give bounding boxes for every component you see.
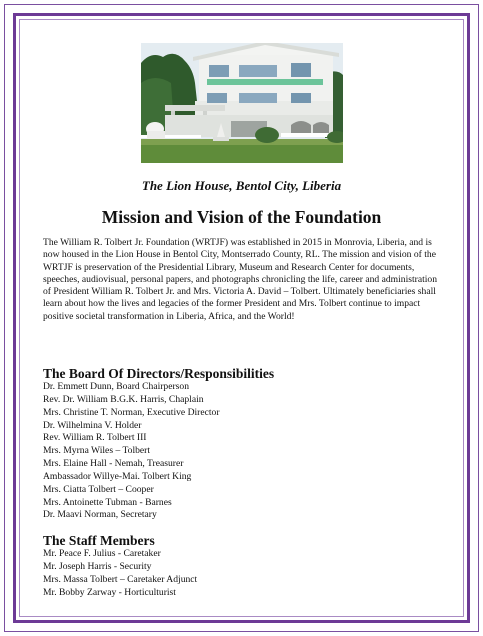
board-member: Dr. Emmett Dunn, Board Chairperson [43,381,190,392]
staff-title: The Staff Members [43,533,155,548]
board-member: Mrs. Christine T. Norman, Executive Director [43,406,220,418]
board-member: Mrs. Elaine Hall - Nemah, Treasurer [43,458,184,470]
board-member: Dr. Maavi Norman, Secretary [43,509,157,521]
green-trim [207,79,323,85]
staff-member: Mr. Bobby Zarway - Horticulturist [43,586,176,598]
page-title: Mission and Vision of the Foundation [101,207,382,227]
staff-member: Mrs. Massa Tolbert – Caretaker Adjunct [43,573,198,585]
board-member: Rev. Dr. William B.G.K. Harris, Chaplain [43,393,204,405]
lion-house-photo [141,43,343,163]
board-member: Mrs. Ciatta Tolbert – Cooper [43,483,154,495]
board-list [43,381,220,522]
staff-member: Mr. Joseph Harris - Security [43,560,152,572]
staff-list [43,548,197,599]
board-title: The Board Of Directors/Responsibilities [43,366,275,381]
board-member: Mrs. Antoinette Tubman - Barnes [43,496,172,508]
photo-caption: The Lion House, Bentol City, Liberia [141,178,342,193]
mission-paragraph: The William R. Tolbert Jr. Foundation (WRTJF) was established in 2015 in Monrovia, Liberia, and is now housed in the Lion House in Bentol City, Montserrado County, RL. The mission and vision of the WRTJF is preservation of the Presidential Library, Museum and Research Center for documents, speeches, audiovisual, personal papers, and photographs chronicling the life, career and administration of President William R. Tolbert Jr. and Mrs. Victoria A. David – Tolbert. Ultimately beneficiaries shall learn about how the lives and legacies of the former President and Mrs. Tolbert continue to impact positive societal transformation in Liberia, Africa, and the World! [43,237,438,322]
board-member: Ambassador Willye-Mai. Tolbert King [43,470,192,482]
board-member: Rev. William R. Tolbert III [43,432,147,444]
staff-member: Mr. Peace F. Julius - Caretaker [43,548,161,559]
board-member: Dr. Wilhelmina V. Holder [43,419,142,431]
board-member: Mrs. Myrna Wiles – Tolbert [43,445,151,457]
